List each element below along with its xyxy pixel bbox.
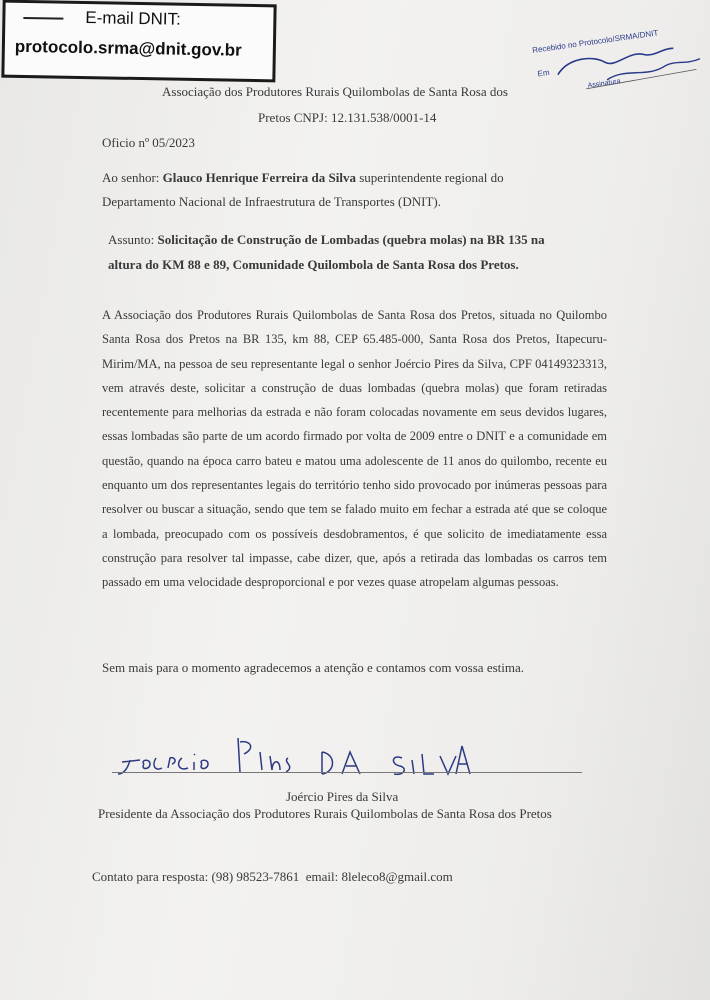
recipient-name: Glauco Henrique Ferreira da Silva	[162, 170, 356, 185]
oficio-number: Oficio nº 05/2023	[102, 135, 195, 150]
contact-email: 8leleco8@gmail.com	[341, 869, 453, 884]
stamp-email: protocolo.srma@dnit.gov.br	[14, 36, 242, 60]
subject-prefix: Assunto:	[108, 232, 158, 247]
signer-name: Joércio Pires da Silva	[286, 789, 399, 804]
subject-text-1: Solicitação de Construção de Lombadas (quebra molas) na BR 135 na	[157, 232, 545, 247]
body-paragraph: A Associação dos Produtores Rurais Quilombolas de Santa Rosa dos Pretos, situada no Quilombo Santa Rosa dos Pretos na BR 135, km 88, CEP 65.485-000, Santa Rosa dos Pretos, Itapecuru-Mirim/MA, na pessoa de seu representante legal o senhor Joércio Pires da Silva, CPF 04149323313, vem através deste, solicitar a construção de duas lombadas (quebra molas) que foram retiradas recentemente para melhorias da estrada e não foram colocadas novamente em seus devidos lugares, essas lombadas são parte de um acordo firmado por volta de 2009 entre o DNIT e a comunidade em questão, quando na época carro bateu e matou uma adolescente de 11 anos do quilombo, recente eu enquanto um dos representantes legais do território tenho sido provocado por inúmeras pessoas para resolver ou buscar a situação, sendo que tem se falado muito em fechar a estrada até que se coloque a lombada, preocupado com os possíveis desdobramentos, é que solicito de imediatamente essa construção para resolver tal impasse, cabe dizer, que, após a retirada das lombadas os carros tem passado em uma velocidade desproporcional e por vezes quase atropelam algumas pessoas.	[102, 308, 607, 590]
contact-phone: (98) 98523-7861	[211, 869, 300, 884]
receipt-handwriting	[530, 11, 708, 104]
dnit-email-stamp	[1, 0, 276, 82]
receipt-stamp	[530, 11, 708, 104]
recipient-line-1	[102, 170, 504, 186]
signer-title: Presidente da Associação dos Produtores Rurais Quilombolas de Santa Rosa dos Pretos	[98, 806, 552, 821]
stamp-label: E-mail DNIT:	[85, 8, 181, 29]
header-line-1: Associação dos Produtores Rurais Quilombolas de Santa Rosa dos	[162, 84, 508, 99]
contact-line	[92, 869, 453, 885]
contact-email-label: email:	[299, 869, 342, 884]
stamp-dash	[23, 17, 63, 20]
header-line-2: Pretos CNPJ: 12.131.538/0001-14	[258, 110, 437, 125]
receipt-em: Em	[536, 67, 551, 79]
contact-label: Contato para resposta:	[92, 869, 212, 884]
subject-line-1	[108, 232, 545, 248]
recipient-prefix: Ao senhor:	[102, 170, 163, 185]
closing-line: Sem mais para o momento agradecemos a atenção e contamos com vossa estima.	[102, 660, 524, 675]
receipt-signature-label: Assinatura	[587, 78, 621, 90]
recipient-line-2: Departamento Nacional de Infraestrutura de Transportes (DNIT).	[102, 194, 441, 209]
recipient-role: superintendente regional do	[355, 170, 504, 185]
signature-line	[112, 772, 582, 773]
receipt-label: Recebido no Protocolo/SRMA/DNIT	[531, 28, 659, 55]
subject-line-2: altura do KM 88 e 89, Comunidade Quilombola de Santa Rosa dos Pretos.	[108, 257, 519, 272]
